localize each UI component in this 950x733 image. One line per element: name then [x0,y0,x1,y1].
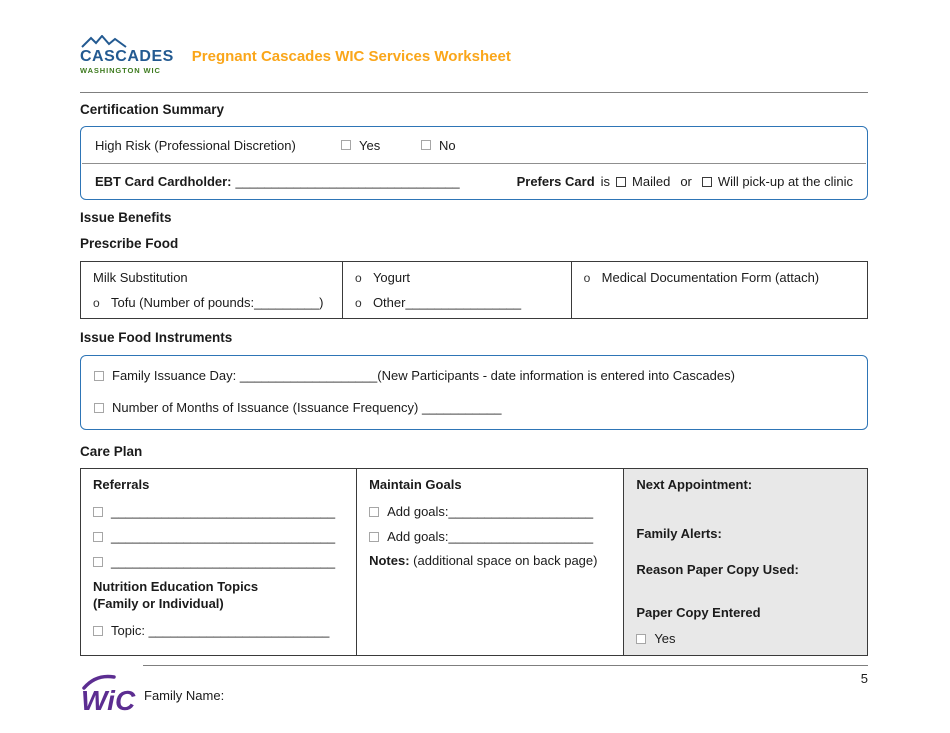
tofu-line [93,294,330,311]
medical-doc-line [584,269,855,286]
family-name-label: Family Name: [144,687,225,703]
referral-blank-1: _______________________________ [111,504,336,519]
food-instruments-box [80,355,868,430]
referral-checkbox-2[interactable] [93,532,103,542]
notes-line [369,553,611,568]
goal-label-1: Add goals:____________________ [387,504,594,519]
paper-copy-yes-line [636,630,855,647]
nutrition-education-title: Nutrition Education Topics [93,579,259,594]
pickup-checkbox[interactable] [702,177,712,187]
milk-substitution-cell [81,262,342,318]
yogurt-line [355,269,559,286]
ebt-cardholder-label: EBT Card Cardholder: [95,174,232,189]
months-of-issuance-line [94,399,854,416]
footer-rule [143,665,868,666]
document-title: Pregnant Cascades WIC Services Worksheet [191,48,511,65]
issue-food-instruments-heading: Issue Food Instruments [80,330,233,345]
tofu-label: Tofu (Number of pounds:_________) [111,295,324,310]
goal-line-2 [369,528,611,545]
prescribe-food-heading: Prescribe Food [80,236,179,251]
care-plan-heading: Care Plan [80,444,143,459]
paper-copy-entered-label: Paper Copy Entered [636,605,761,620]
goal-line-1 [369,503,611,520]
mailed-label: Mailed [632,174,671,189]
other-label: Other________________ [372,295,522,310]
referral-line-2 [93,528,344,545]
family-issuance-day-line [94,367,854,384]
wic-logo [80,672,136,718]
months-of-issuance-label: Number of Months of Issuance (Issuance Frequency) ___________ [112,400,502,415]
certification-summary-heading: Certification Summary [80,102,225,117]
prescribe-food-table [80,261,868,319]
svg-text:WiC: WiC [81,685,136,716]
paper-copy-yes-checkbox[interactable] [636,634,646,644]
high-risk-no-label: No [439,137,456,153]
high-risk-yes-checkbox[interactable] [341,140,351,150]
referrals-title: Referrals [93,477,150,492]
family-issuance-day-checkbox[interactable] [94,371,104,381]
prefers-card-label: Prefers Card [516,174,595,189]
bullet-icon: o [583,270,591,285]
ebt-cardholder [95,174,460,189]
notes-label: Notes: [369,553,410,568]
topic-label: Topic: _________________________ [111,623,330,638]
medical-doc-cell [571,262,867,318]
referrals-column [81,469,356,655]
goal-checkbox-1[interactable] [369,507,379,517]
milk-substitution-label-line [93,269,330,286]
logo-name: CASCADES [80,47,174,65]
ebt-cardholder-blank: _______________________________ [235,174,460,189]
notes-text: (additional space on back page) [413,553,598,568]
high-risk-no-option [421,138,501,153]
milk-substitution-label: Milk Substitution [93,270,188,285]
care-plan-table [80,468,868,656]
or-label: or [680,174,692,189]
bullet-icon: o [354,295,362,310]
referral-blank-3: _______________________________ [111,554,336,569]
referral-checkbox-3[interactable] [93,557,103,567]
header-rule [80,92,868,93]
high-risk-yes-label: Yes [359,137,381,153]
maintain-goals-column [356,469,623,655]
family-issuance-day-label: Family Issuance Day: ___________________(New Participants - date information is entered into Cascades) [112,368,735,383]
next-appointment-label: Next Appointment: [636,477,753,492]
high-risk-no-checkbox[interactable] [421,140,431,150]
prefers-card-is: is [600,174,611,189]
referral-line-1 [93,503,344,520]
months-of-issuance-checkbox[interactable] [94,403,104,413]
mountains-icon [81,35,127,48]
header [80,16,868,74]
topic-line [93,622,344,639]
ebt-row [81,164,867,199]
bullet-icon: o [354,270,362,285]
high-risk-row [81,127,867,163]
footer-row [80,672,868,718]
topic-checkbox[interactable] [93,626,103,636]
other-line [355,294,559,311]
nutrition-education-subtitle: (Family or Individual) [93,596,224,611]
referral-blank-2: _______________________________ [111,529,336,544]
pickup-label: Will pick-up at the clinic [717,174,853,189]
referral-line-3 [93,553,344,570]
logo-subtitle: WASHINGTON WIC [80,65,161,75]
high-risk-label: High Risk (Professional Discretion) [95,137,296,153]
reason-paper-copy-label: Reason Paper Copy Used: [636,562,799,577]
mailed-checkbox[interactable] [616,177,626,187]
yogurt-label: Yogurt [372,270,411,285]
issue-benefits-heading: Issue Benefits [80,210,172,225]
bullet-icon: o [93,295,100,310]
high-risk-yes-option [341,138,421,153]
maintain-goals-title: Maintain Goals [369,477,462,492]
paper-copy-yes-label: Yes [654,631,676,646]
family-alerts-label: Family Alerts: [636,526,722,541]
appointment-column [623,469,867,655]
goal-label-2: Add goals:____________________ [387,529,594,544]
cascades-logo [80,35,174,75]
yogurt-other-cell [342,262,571,318]
certification-summary-box [80,126,868,200]
referral-checkbox-1[interactable] [93,507,103,517]
footer [80,665,868,718]
goal-checkbox-2[interactable] [369,532,379,542]
prefers-card-group [517,174,853,189]
page-number: 5 [860,671,868,686]
medical-doc-label: Medical Documentation Form (attach) [601,270,820,285]
